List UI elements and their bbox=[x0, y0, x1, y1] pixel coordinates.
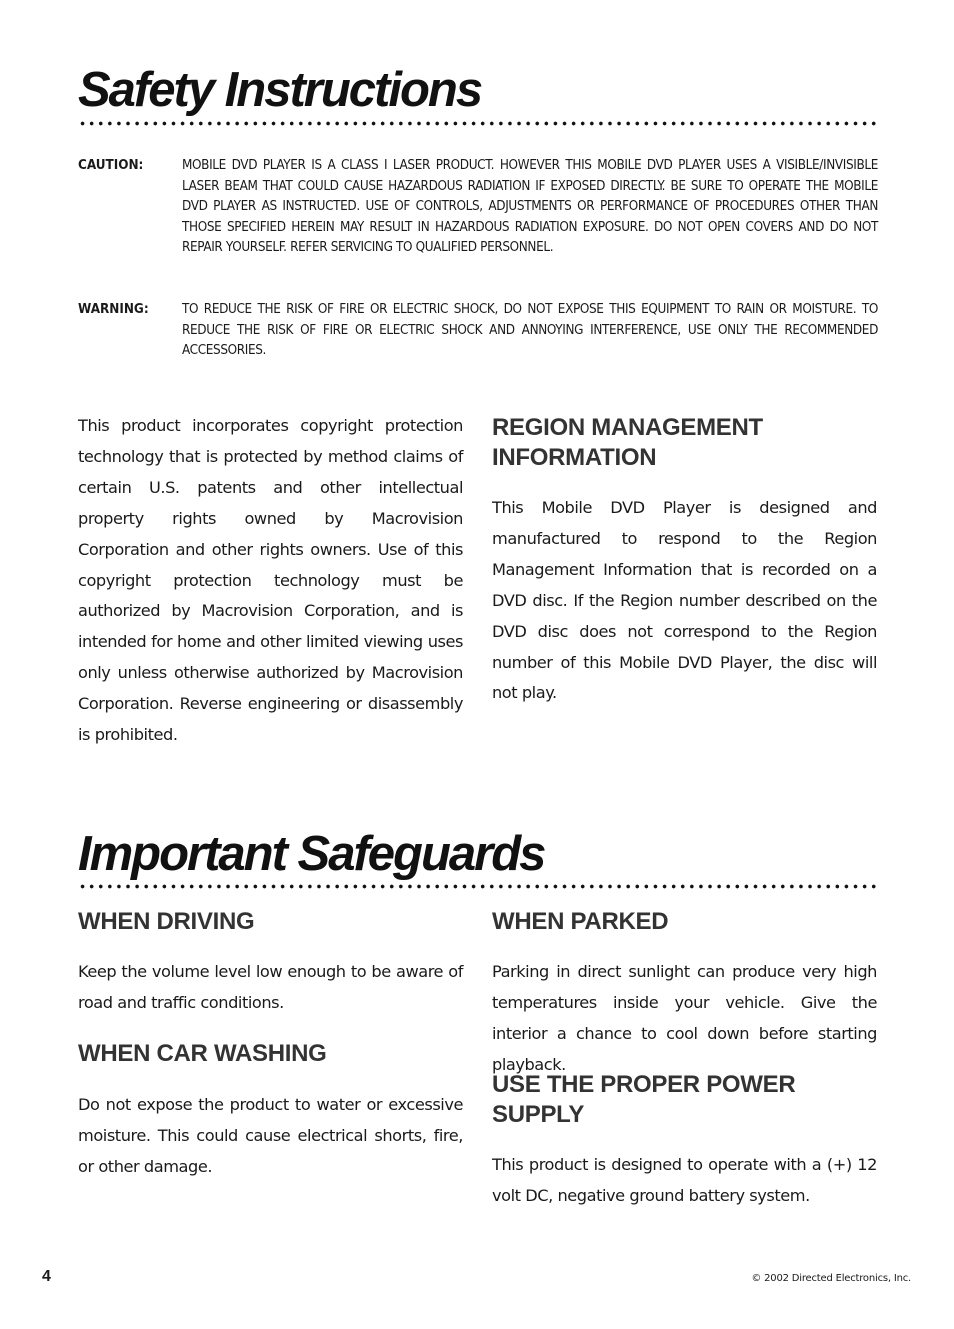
power-supply-heading: USE THE PROPER POWER SUPPLY bbox=[492, 1071, 796, 1128]
when-parked-text: Parking in direct sunlight can produce very high temperatures inside your vehicle. Give the interior a chance to cool down before starting playback. bbox=[492, 962, 877, 1074]
when-driving-heading: WHEN DRIVING bbox=[78, 908, 255, 935]
when-driving-text: Keep the volume level low enough to be aware of road and traffic conditions. bbox=[78, 962, 463, 1012]
page-number: 4 bbox=[42, 1268, 51, 1285]
warning-notice bbox=[78, 300, 878, 362]
region-text: This Mobile DVD Player is designed and manufactured to respond to the Region Management Information that is recorded on a DVD disc. If the Region number described on the DVD disc does not correspond to the Region number of this Mobile DVD Player, the disc will not play. bbox=[492, 498, 877, 703]
copyright-protection-text: This product incorporates copyright protection technology that is protected by method claims of certain U.S. patents and other intellectual property rights owned by Macrovision Corporation and other rights owners. Use of this copyright protection technology must be authorized by Macrovision Corporation, and is intended for home and other limited viewing uses only unless otherwise authorized by Macrovision Corporation. Reverse engineering or disassembly is prohibited. bbox=[78, 416, 463, 745]
caution-notice bbox=[78, 156, 878, 259]
dotted-rule-top bbox=[78, 121, 878, 126]
important-safeguards-title: Important Safeguards bbox=[78, 827, 545, 881]
warning-label: WARNING: bbox=[78, 302, 149, 317]
warning-text: TO REDUCE THE RISK OF FIRE OR ELECTRIC SHOCK, DO NOT EXPOSE THIS EQUIPMENT TO RAIN OR MOISTURE. TO REDUCE THE RISK OF FIRE OR ELECTRIC SHOCK AND ANNOYING INTERFERENCE, USE ONLY THE RECOMMENDED ACCESSORIES. bbox=[182, 302, 878, 359]
when-car-washing-text: Do not expose the product to water or excessive moisture. This could cause electrical shorts, fire, or other damage. bbox=[78, 1095, 463, 1176]
power-supply-text: This product is designed to operate with a (+) 12 volt DC, negative ground battery system. bbox=[492, 1155, 877, 1205]
caution-label: CAUTION: bbox=[78, 158, 144, 173]
copyright-notice: © 2002 Directed Electronics, Inc. bbox=[751, 1273, 911, 1284]
when-parked-heading: WHEN PARKED bbox=[492, 908, 669, 935]
when-car-washing-heading: WHEN CAR WASHING bbox=[78, 1040, 327, 1067]
region-heading: REGION MANAGEMENT INFORMATION bbox=[492, 414, 763, 471]
dotted-rule-bottom bbox=[78, 884, 878, 889]
caution-text: MOBILE DVD PLAYER IS A CLASS I LASER PRODUCT. HOWEVER THIS MOBILE DVD PLAYER USES A VISIBLE/INVISIBLE LASER BEAM THAT COULD CAUSE HAZARDOUS RADIATION IF EXPOSED DIRECTLY. BE SURE TO OPERATE THE MOBILE DVD PLAYER AS INSTRUCTED. USE OF CONTROLS, ADJUSTMENTS OR PERFORMANCE OF PROCEDURES OTHER THAN THOSE SPECIFIED HEREIN MAY RESULT IN HAZARDOUS RADIATION EXPOSURE. DO NOT OPEN COVERS AND DO NOT REPAIR YOURSELF. REFER SERVICING TO QUALIFIED PERSONNEL. bbox=[182, 158, 878, 256]
safety-instructions-title: Safety Instructions bbox=[78, 63, 482, 117]
